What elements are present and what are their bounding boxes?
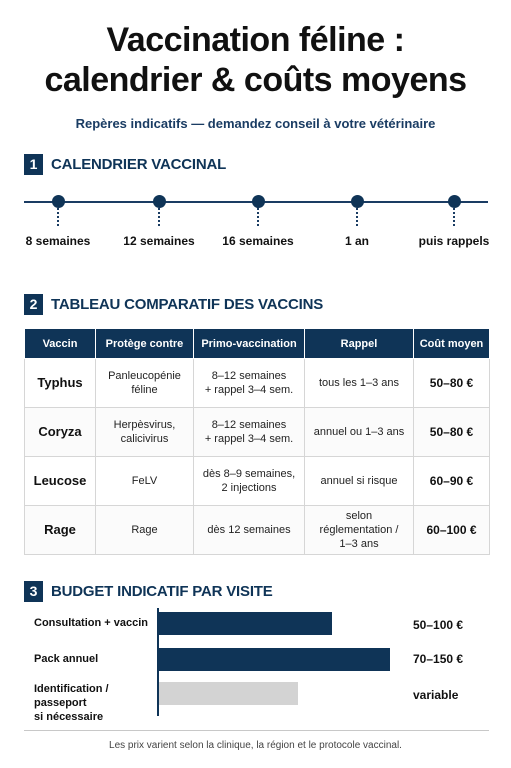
timeline-step <box>302 192 412 248</box>
average-cost: 60–100 € <box>414 506 490 555</box>
footer-note: Les prix varient selon la clinique, la région et le protocole vaccinal. <box>109 740 402 751</box>
timeline-stem <box>257 208 259 226</box>
page-title-line1: Vaccination féline : <box>106 21 405 59</box>
timeline-dot <box>351 195 364 208</box>
timeline-stem <box>356 208 358 226</box>
timeline-label: puis rappels <box>418 234 490 248</box>
budget-bar <box>159 682 298 705</box>
average-cost: 60–90 € <box>414 457 490 506</box>
page-title <box>0 20 511 100</box>
cell-line: calicivirus <box>120 433 169 445</box>
protects-against: Rage <box>96 506 194 555</box>
table-row <box>25 457 490 506</box>
timeline-step <box>399 192 509 248</box>
vaccine-name: Leucose <box>25 457 96 506</box>
budget-value: 50–100 € <box>413 618 464 632</box>
vaccine-name: Typhus <box>25 359 96 408</box>
vaccine-comparison-table <box>24 328 490 555</box>
table-row <box>25 359 490 408</box>
protects-against: FeLV <box>96 457 194 506</box>
table-header-row <box>25 329 490 359</box>
timeline-stem <box>453 208 455 226</box>
timeline-step <box>104 192 214 248</box>
column-header: Vaccin <box>25 329 96 359</box>
cell-line: 8–12 semaines <box>211 370 287 382</box>
protects-against <box>96 408 194 457</box>
primo-vaccination <box>194 408 305 457</box>
cell-line: 8–12 semaines <box>211 419 287 431</box>
vaccination-timeline <box>24 192 488 272</box>
timeline-dot <box>52 195 65 208</box>
primo-vaccination <box>194 359 305 408</box>
budget-value: 70–150 € <box>413 652 464 666</box>
section-calendar-header <box>24 153 226 175</box>
budget-bar <box>159 612 332 635</box>
booster: annuel si risque <box>305 457 414 506</box>
timeline-label: 12 semaines <box>123 234 195 248</box>
footer-divider <box>24 730 489 731</box>
budget-bar <box>159 648 390 671</box>
section-number-badge: 1 <box>24 154 43 175</box>
primo-vaccination <box>194 457 305 506</box>
section-title: CALENDRIER VACCINAL <box>51 155 227 173</box>
page-subtitle: Repères indicatifs — demandez conseil à votre vétérinaire <box>75 116 436 131</box>
timeline-step <box>203 192 313 248</box>
timeline-stem <box>57 208 59 226</box>
section-number-badge: 2 <box>24 294 43 315</box>
timeline-step <box>3 192 113 248</box>
booster: annuel ou 1–3 ans <box>305 408 414 457</box>
average-cost: 50–80 € <box>414 359 490 408</box>
section-number-badge: 3 <box>24 581 43 602</box>
timeline-label: 1 an <box>344 234 369 248</box>
protects-against: Panleucopénie féline <box>96 359 194 408</box>
timeline-label: 16 semaines <box>222 234 294 248</box>
vaccine-name: Rage <box>25 506 96 555</box>
column-header: Coût moyen <box>414 329 490 359</box>
booster <box>305 506 414 555</box>
section-budget-header <box>24 580 273 602</box>
column-header: Rappel <box>305 329 414 359</box>
budget-label-line: Consultation + vaccin <box>34 617 148 629</box>
timeline-stem <box>158 208 160 226</box>
section-title: TABLEAU COMPARATIF DES VACCINS <box>51 295 324 313</box>
page-title-line2: calendrier & coûts moyens <box>44 61 467 99</box>
table-row <box>25 506 490 555</box>
cell-line: + rappel 3–4 sem. <box>204 384 294 396</box>
average-cost: 50–80 € <box>414 408 490 457</box>
cell-line: 1–3 ans <box>339 538 379 550</box>
cell-line: selon réglementation / <box>319 510 399 536</box>
budget-label <box>34 652 159 666</box>
budget-label <box>34 682 159 724</box>
cell-line: dès 8–9 semaines, <box>202 468 296 480</box>
timeline-dot <box>252 195 265 208</box>
budget-label-line: si nécessaire <box>34 711 104 723</box>
primo-vaccination: dès 12 semaines <box>194 506 305 555</box>
cell-line: 2 injections <box>221 482 277 494</box>
budget-label-line: Pack annuel <box>34 653 99 665</box>
budget-bar-chart <box>24 608 489 723</box>
section-table-header <box>24 293 323 315</box>
cell-line: Herpèsvirus, <box>113 419 176 431</box>
budget-label <box>34 616 159 630</box>
cell-line: + rappel 3–4 sem. <box>204 433 294 445</box>
section-title: BUDGET INDICATIF PAR VISITE <box>51 582 273 600</box>
budget-label-line: Identification / passeport <box>34 683 109 709</box>
vaccine-name: Coryza <box>25 408 96 457</box>
timeline-dot <box>153 195 166 208</box>
timeline-dot <box>448 195 461 208</box>
timeline-label: 8 semaines <box>25 234 91 248</box>
budget-value: variable <box>413 688 459 702</box>
booster: tous les 1–3 ans <box>305 359 414 408</box>
column-header: Primo-vaccination <box>194 329 305 359</box>
table-row <box>25 408 490 457</box>
column-header: Protège contre <box>96 329 194 359</box>
